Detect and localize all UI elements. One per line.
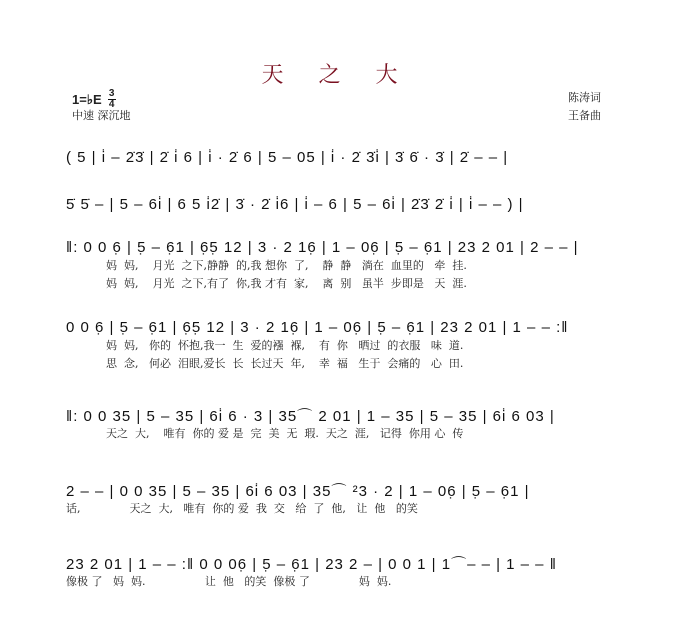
notes-line: ‖: 0 0 35 | 5 – 35 | 6i̇ 6 · 3 | 35⌒ 2 01 | 1 – 35 | 5 – 35 | 6i̇ 6 03 |: [66, 407, 555, 425]
song-title: 天 之 大: [261, 63, 412, 88]
notes-line: 23 2 01 | 1 – – :‖ 0 0 06̣ | 5̣ – 6̣1 | 23 2 – | 0 0 1 | 1⌒– – | 1 – – ‖: [66, 555, 557, 573]
lyricist-credit: 陈涛词: [568, 91, 601, 104]
notes-line: 5̇ 5̇ – | 5 – 6i̇ | 6 5 i̇2̇ | 3̇ · 2̇ i̇6 | i̇ – 6 | 5 – 6i̇ | 2̇3̇ 2̇ i̇ | i̇ – – ) |: [66, 195, 524, 213]
notes-line: 2 – – | 0 0 35 | 5 – 35 | 6i̇ 6 03 | 35⌒ ²3 · 2 | 1 – 06̣ | 5̣ – 6̣1 |: [66, 482, 530, 500]
key-signature: 1=♭E: [72, 91, 102, 107]
staff-line-2: [66, 194, 626, 214]
lyric-line: 话, 天之 大, 唯有 你的 爱 我 交 给 了 他, 让 他 的笑: [66, 502, 418, 515]
notes-line: ‖: 0 0 6̣ | 5̣ – 6̣1 | 6̣5̣ 12 | 3 · 2 16̣ | 1 – 06̣ | 5̣ – 6̣1 | 23 2 01 | 2 – – |: [66, 238, 579, 256]
lyric-line: 像极 了 妈 妈. 让 他 的笑 像极 了 妈 妈.: [66, 575, 392, 588]
lyric-line: 天之 大, 唯有 你的 爱 是 完 美 无 瑕. 天之 涯, 记得 你用 心 传: [106, 427, 464, 440]
lyric-verse-2: 妈 妈, 月光 之下,有了 你,我 才有 家, 离 别 虽半 步即是 天 涯.: [106, 277, 467, 290]
notes-line: ( 5 | i̇ – 2̇3̇ | 2̇ i̇ 6 | i̇ · 2̇ 6 | 5 – 05 | i̇ · 2̇ 3̇i̇ | 3̇ 6̇ · 3̇ | 2̇ – – |: [66, 148, 509, 166]
time-denominator: 4: [108, 99, 115, 110]
tempo-marking: 中速 深沉地: [72, 109, 131, 122]
composer-credit: 王备曲: [568, 109, 601, 122]
staff-line-6: [66, 480, 626, 518]
staff-line-5: [66, 405, 626, 443]
staff-line-4: [66, 317, 626, 373]
lyric-verse-1: 妈 妈, 你的 怀抱,我一 生 爱的襁 褓, 有 你 晒过 的衣服 味 道.: [106, 339, 464, 352]
lyric-verse-2: 思 念, 何必 泪眼,爱长 长 长过天 年, 幸 福 生于 会痛的 心 田.: [106, 357, 464, 370]
staff-line-1: [66, 147, 626, 167]
lyric-verse-1: 妈 妈, 月光 之下,静静 的,我 想你 了, 静 静 淌在 血里的 牵 挂.: [106, 259, 467, 272]
staff-line-7: [66, 553, 626, 591]
notes-line: 0 0 6̣ | 5̣ – 6̣1 | 6̣5̣ 12 | 3 · 2 16̣ | 1 – 06̣ | 5̣ – 6̣1 | 23 2 01 | 1 – – :‖: [66, 318, 569, 336]
staff-line-3: [66, 237, 626, 293]
time-numerator: 3: [108, 88, 115, 99]
